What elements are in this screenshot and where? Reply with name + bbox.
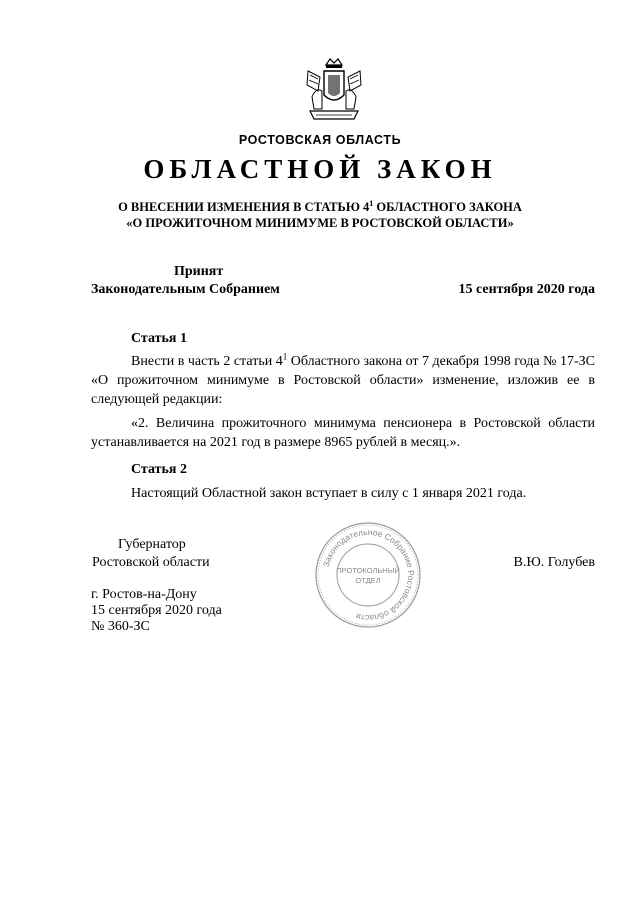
law-subtitle — [40, 199, 600, 231]
law-number: № 360-ЗС — [91, 619, 150, 634]
adopted-by: Законодательным Собранием — [91, 282, 280, 297]
article-1-paragraph-1 — [91, 352, 595, 409]
subtitle-part: ОБЛАСТНОГО ЗАКОНА — [373, 200, 522, 214]
document-type-title: ОБЛАСТНОЙ ЗАКОН — [143, 154, 497, 184]
seal-inner-line-1: ПРОТОКОЛЬНЫЙ — [336, 566, 400, 575]
issue-date: 15 сентября 2020 года — [91, 603, 222, 618]
paragraph-text: Областного закона от 7 декабря 1998 года № 17-ЗС «О прожиточном минимуме в Ростовской области» изменение, изложив ее в следующей редакции: — [91, 354, 595, 407]
paragraph-text: Внести в часть 2 статьи 4 — [131, 354, 283, 369]
article-1-heading: Статья 1 — [131, 331, 187, 346]
article-2-paragraph-1: Настоящий Областной закон вступает в силу с 1 января 2021 года. — [131, 486, 527, 501]
paragraph-superscript: 1 — [282, 351, 288, 362]
article-1-paragraph-2: «2. Величина прожиточного минимума пенсионера в Ростовской области устанавливается на 2021 год в размере 8965 рублей в месяц.». — [91, 416, 595, 450]
seal-inner-line-2: ОТДЕЛ — [355, 576, 381, 585]
official-seal-icon — [313, 520, 423, 630]
adopted-date: 15 сентября 2020 года — [458, 282, 595, 297]
seal-outer-text: Законодательное Собрание Ростовской области — [320, 526, 417, 624]
region-name: РОСТОВСКАЯ ОБЛАСТЬ — [238, 133, 402, 147]
article-2-heading: Статья 2 — [131, 462, 187, 477]
signatory-role: Губернатор — [118, 537, 186, 552]
adopted-label: Принят — [174, 264, 224, 279]
signatory-name: В.Ю. Голубев — [513, 555, 595, 570]
coat-of-arms-icon — [304, 57, 364, 123]
subtitle-superscript: 1 — [369, 198, 374, 208]
issue-city: г. Ростов-на-Дону — [91, 587, 197, 602]
subtitle-line-2: «О ПРОЖИТОЧНОМ МИНИМУМЕ В РОСТОВСКОЙ ОБЛАСТИ» — [126, 216, 514, 230]
subtitle-part: О ВНЕСЕНИИ ИЗМЕНЕНИЯ В СТАТЬЮ 4 — [118, 200, 370, 214]
signatory-region: Ростовской области — [92, 555, 210, 570]
